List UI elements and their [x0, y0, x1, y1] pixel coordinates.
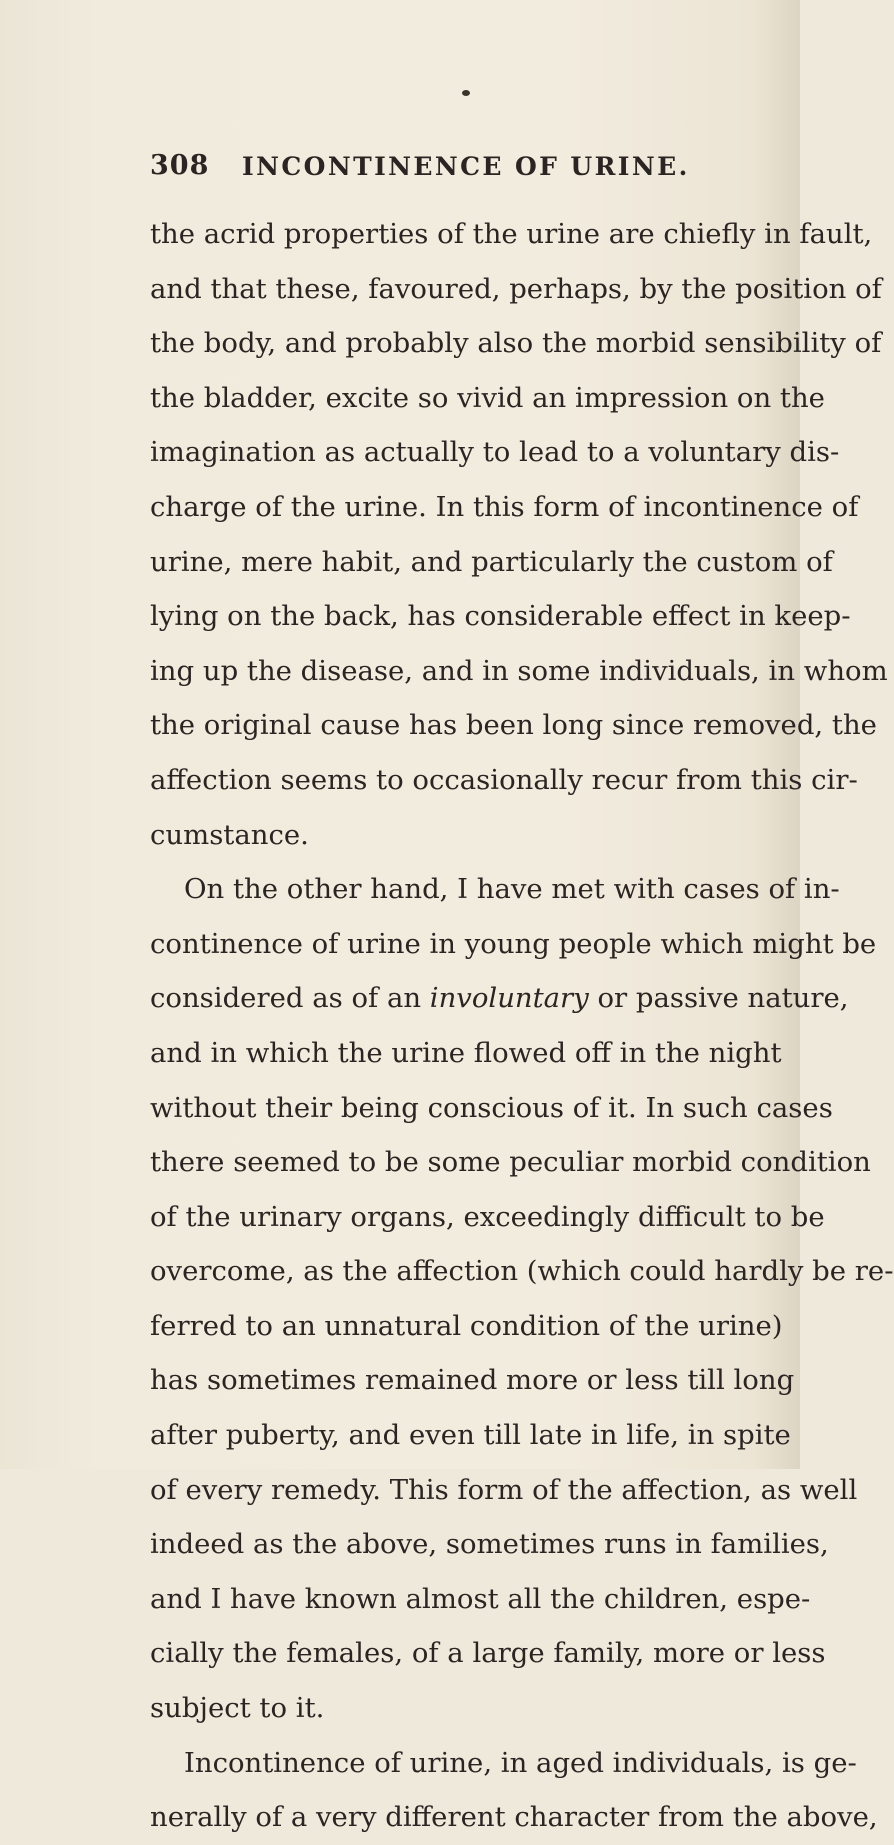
- text-line: of every remedy. This form of the affection, as well: [150, 1473, 858, 1506]
- text-line: the body, and probably also the morbid sensibility of: [150, 327, 882, 360]
- text-line: urine, mere habit, and particularly the custom of: [150, 545, 833, 578]
- text-line: nerally of a very different character from the above,: [150, 1801, 878, 1834]
- emphasis-word: involuntary: [429, 982, 589, 1015]
- paragraph-start-line: Incontinence of urine, in aged individuals, is ge-: [184, 1746, 857, 1779]
- text-line: the original cause has been long since removed, the: [150, 709, 877, 742]
- text-line: ferred to an unnatural condition of the urine): [150, 1309, 783, 1342]
- text-line: cially the females, of a large family, more or less: [150, 1637, 826, 1670]
- text-line: indeed as the above, sometimes runs in families,: [150, 1528, 829, 1561]
- text-line: overcome, as the affection (which could hardly be re-: [150, 1255, 894, 1288]
- text-line: ing up the disease, and in some individuals, in whom: [150, 654, 888, 687]
- text-line: there seemed to be some peculiar morbid condition: [150, 1146, 871, 1179]
- text-line: the acrid properties of the urine are chiefly in fault,: [150, 218, 873, 250]
- text-line: and that these, favoured, perhaps, by the position of: [150, 272, 882, 305]
- page-number: 308: [150, 150, 210, 181]
- text-segment: or passive nature,: [588, 982, 849, 1015]
- text-line: after puberty, and even till late in life, in spite: [150, 1419, 791, 1452]
- text-segment: considered as of an: [150, 982, 430, 1015]
- running-head: INCONTINENCE OF URINE.: [242, 152, 690, 181]
- text-line-with-emphasis: [150, 971, 849, 1026]
- text-line: and in which the urine flowed off in the night: [150, 1036, 782, 1069]
- text-line: continence of urine in young people which might be: [150, 927, 877, 960]
- text-line: lying on the back, has considerable effect in keep-: [150, 600, 851, 633]
- text-line: cumstance.: [150, 818, 309, 851]
- body-text: [150, 207, 894, 1845]
- paragraph-start-line: On the other hand, I have met with cases of in-: [184, 873, 840, 906]
- ink-speck: [462, 90, 470, 96]
- text-line: without their being conscious of it. In such cases: [150, 1091, 833, 1124]
- text-line: has sometimes remained more or less till long: [150, 1364, 795, 1397]
- text-line: affection seems to occasionally recur from this cir-: [150, 763, 858, 796]
- text-line: charge of the urine. In this form of incontinence of: [150, 490, 859, 523]
- page-header: [150, 150, 710, 190]
- text-line: subject to it.: [150, 1692, 325, 1725]
- text-line: of the urinary organs, exceedingly difficult to be: [150, 1200, 825, 1233]
- text-line: and I have known almost all the children, espe-: [150, 1582, 811, 1615]
- text-line: the bladder, excite so vivid an impression on the: [150, 381, 825, 414]
- text-line: imagination as actually to lead to a voluntary dis-: [150, 436, 840, 469]
